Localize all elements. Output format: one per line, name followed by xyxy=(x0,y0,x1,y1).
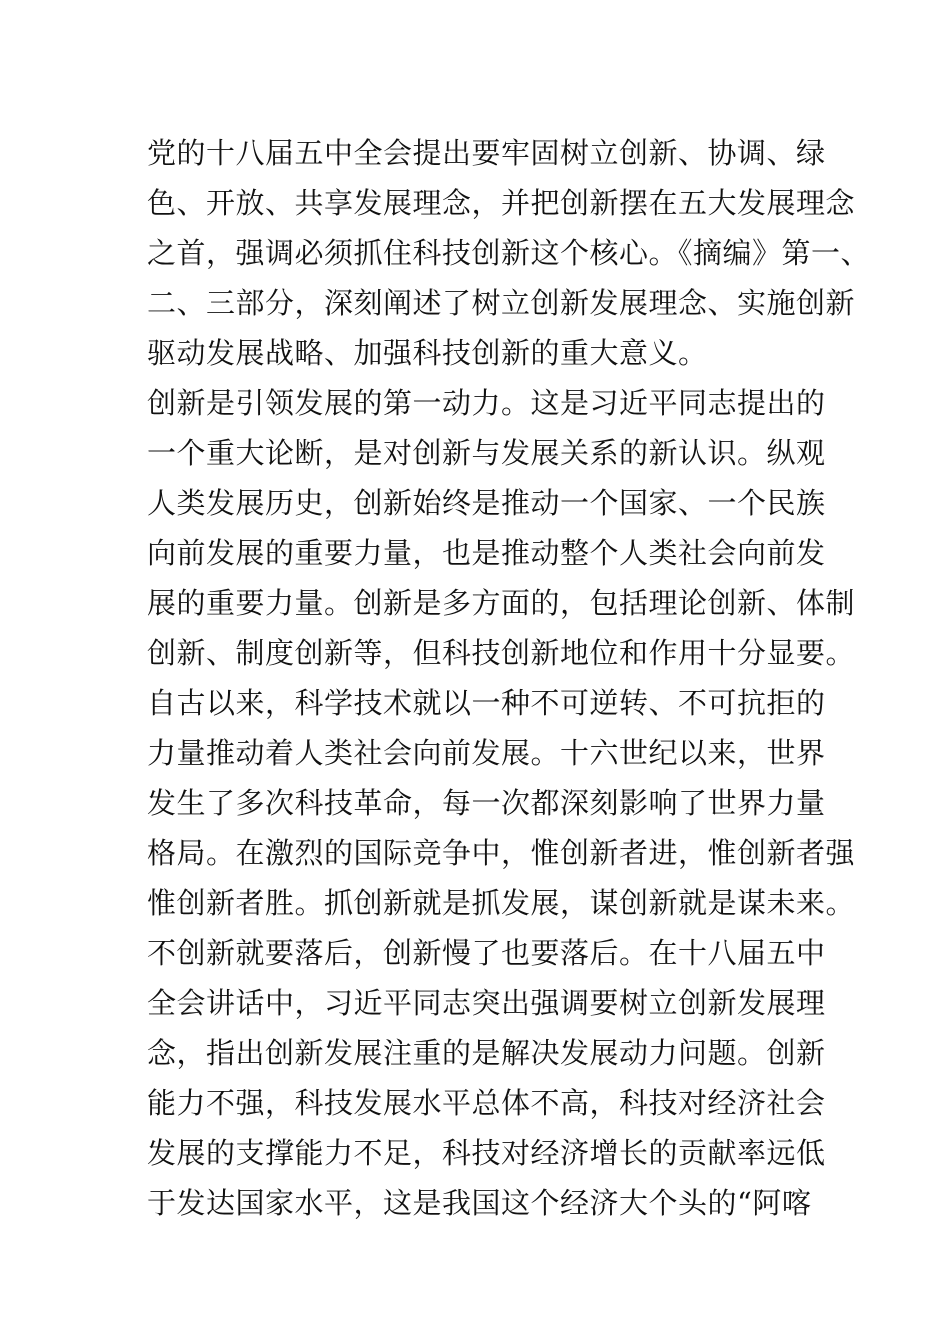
text-line: 能力不强，科技发展水平总体不高，科技对经济社会 xyxy=(147,1086,826,1120)
text-line: 向前发展的重要力量，也是推动整个人类社会向前发 xyxy=(147,536,826,570)
text-line: 不创新就要落后，创新慢了也要落后。在十八届五中 xyxy=(147,936,826,970)
text-line: 人类发展历史，创新始终是推动一个国家、一个民族 xyxy=(147,486,826,520)
text-line: 二、三部分，深刻阐述了树立创新发展理念、实施创新 xyxy=(147,286,856,320)
paragraph-1 xyxy=(147,128,871,378)
text-line: 念，指出创新发展注重的是解决发展动力问题。创新 xyxy=(147,1036,826,1070)
text-line: 发展的支撑能力不足，科技对经济增长的贡献率远低 xyxy=(147,1136,826,1170)
text-line: 发生了多次科技革命，每一次都深刻影响了世界力量 xyxy=(147,786,826,820)
text-line: 驱动发展战略、加强科技创新的重大意义。 xyxy=(147,336,708,370)
text-line: 一个重大论断，是对创新与发展关系的新认识。纵观 xyxy=(147,436,826,470)
text-line: 展的重要力量。创新是多方面的，包括理论创新、体制 xyxy=(147,586,856,620)
text-line: 创新是引领发展的第一动力。这是习近平同志提出的 xyxy=(147,386,826,420)
text-line: 格局。在激烈的国际竞争中，惟创新者进，惟创新者强 xyxy=(147,836,856,870)
text-line: 于发达国家水平，这是我国这个经济大个头的“阿喀 xyxy=(147,1186,812,1220)
text-line: 力量推动着人类社会向前发展。十六世纪以来，世界 xyxy=(147,736,826,770)
text-line: 色、开放、共享发展理念，并把创新摆在五大发展理念 xyxy=(147,186,856,220)
text-line: 之首，强调必须抓住科技创新这个核心。《摘编》第一、 xyxy=(147,236,871,270)
text-line: 自古以来，科学技术就以一种不可逆转、不可抗拒的 xyxy=(147,686,826,720)
paragraph-2 xyxy=(147,378,856,1228)
text-line: 创新、制度创新等，但科技创新地位和作用十分显要。 xyxy=(147,636,856,670)
text-line: 惟创新者胜。抓创新就是抓发展，谋创新就是谋未来。 xyxy=(147,886,856,920)
text-line: 全会讲话中，习近平同志突出强调要树立创新发展理 xyxy=(147,986,826,1020)
text-line: 党的十八届五中全会提出要牢固树立创新、协调、绿 xyxy=(147,136,826,170)
document-body xyxy=(147,128,871,1228)
